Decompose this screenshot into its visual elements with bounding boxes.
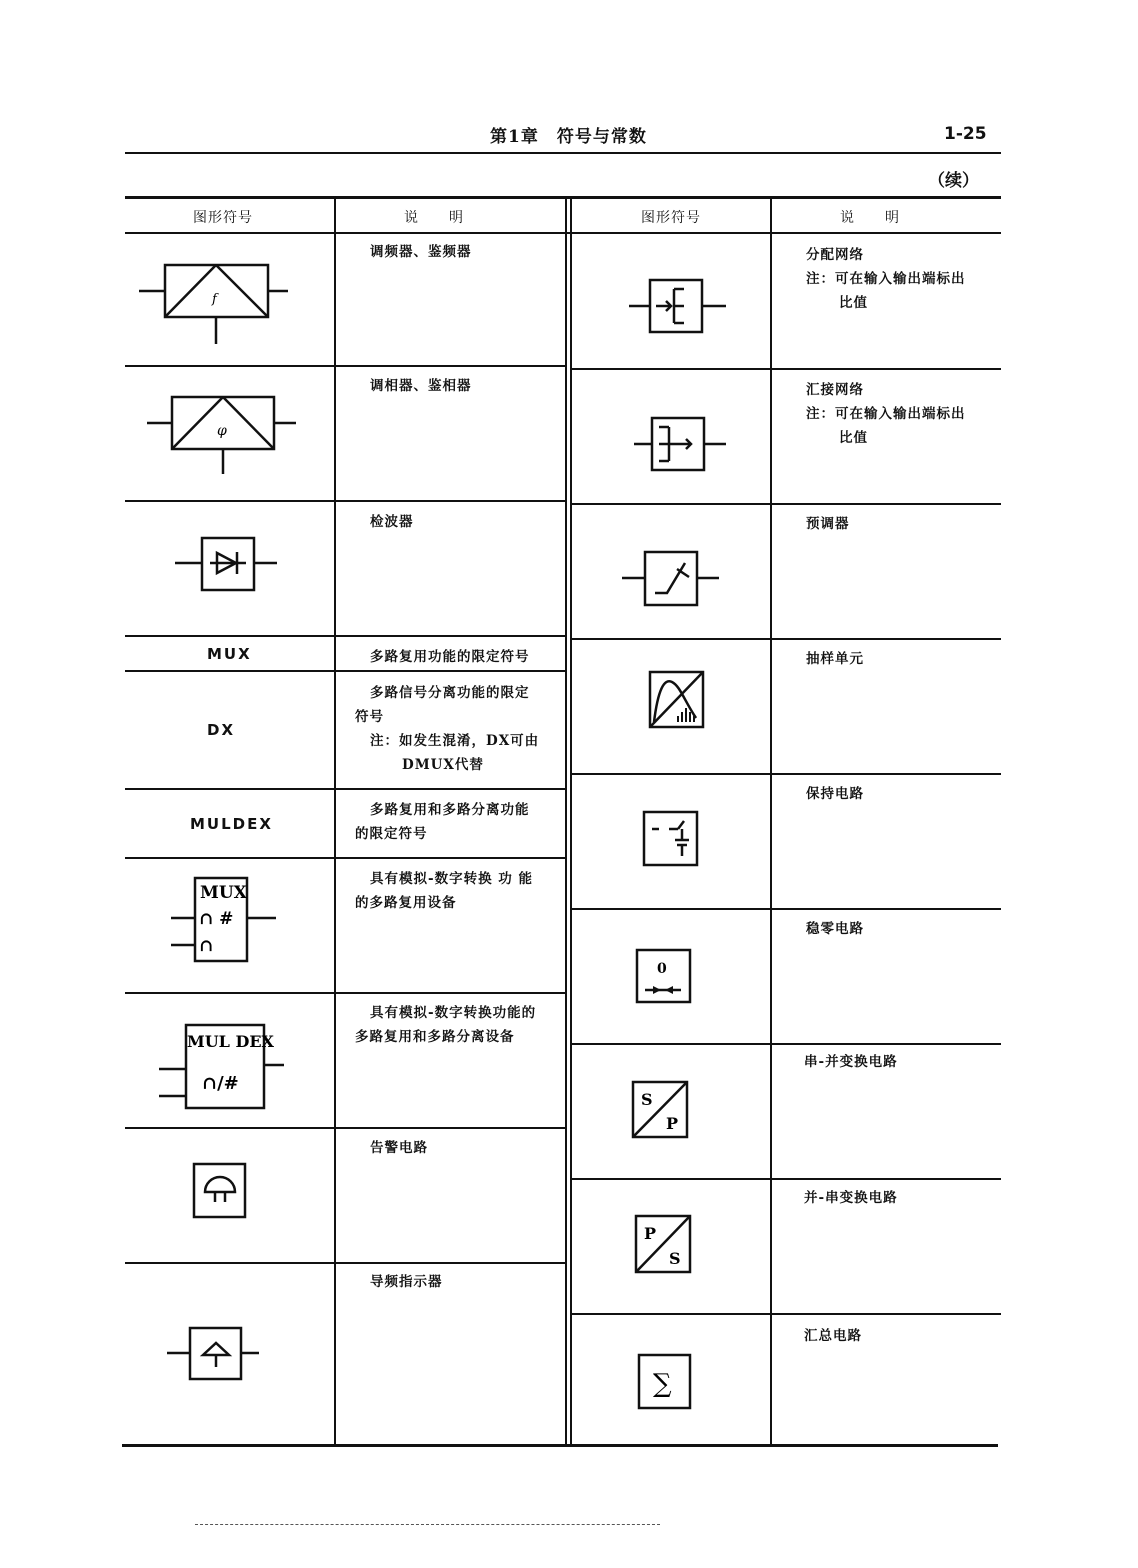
right-row-rule	[570, 638, 1001, 640]
ps-glyph-s: S	[669, 1249, 681, 1268]
sum-glyph: ∑	[653, 1369, 672, 1399]
left-col-divider	[334, 199, 336, 1446]
col-desc-left: 说 明	[404, 210, 464, 226]
parallel-serial-symbol	[634, 1214, 696, 1276]
sampling-unit-symbol	[648, 670, 708, 732]
serial-parallel-symbol	[631, 1080, 693, 1142]
left-row-rule	[125, 365, 567, 367]
ad-mux-glyph-2: ∩	[199, 936, 214, 956]
desc-distribution-network: 分配网络 注：可在输入输出端标出 比值	[806, 247, 966, 311]
right-row-rule	[570, 773, 1001, 775]
col-symbol-right: 图形符号	[641, 210, 701, 226]
sp-glyph-s: S	[641, 1090, 653, 1109]
alarm-circuit-symbol	[192, 1162, 252, 1222]
ad-muldex-symbol	[156, 1022, 291, 1114]
pilot-indicator-symbol	[164, 1325, 264, 1385]
left-row-rule	[125, 1127, 567, 1129]
table-bottom-rule	[122, 1444, 998, 1447]
left-row-rule	[125, 788, 567, 790]
ps-glyph-p: P	[644, 1224, 657, 1243]
right-row-rule	[570, 368, 1001, 370]
header-rule	[125, 152, 1001, 154]
right-row-rule	[570, 503, 1001, 505]
continued-label: （续）	[928, 171, 979, 191]
page-number: 1-25	[944, 124, 987, 144]
desc-zero-stabilizer: 稳零电路	[806, 921, 864, 937]
table-top-rule	[125, 196, 1001, 199]
desc-alarm: 告警电路	[370, 1140, 428, 1156]
ad-mux-label: MUX	[200, 883, 247, 903]
left-row-rule	[125, 992, 567, 994]
bottom-dashed-rule	[195, 1524, 660, 1525]
zero-stabilizer-symbol	[635, 948, 697, 1008]
hold-circuit-symbol	[642, 810, 704, 870]
zero-glyph: 0	[657, 961, 667, 977]
desc-pre-modulator: 预调器	[806, 516, 850, 532]
ad-muldex-label: MUL DEX	[187, 1032, 274, 1051]
pm-modulator-symbol	[144, 392, 304, 482]
col-desc-right: 说 明	[840, 210, 900, 226]
ad-mux-symbol	[168, 875, 288, 970]
ad-muldex-glyph: ∩/#	[202, 1073, 239, 1094]
desc-muldex: 多路复用和多路分离功能 的限定符号	[355, 802, 530, 842]
desc-sampling-unit: 抽样单元	[806, 651, 864, 667]
desc-mux: 多路复用功能的限定符号	[370, 649, 530, 665]
pm-glyph: φ	[217, 423, 227, 439]
sp-glyph-p: P	[666, 1114, 679, 1133]
dx-code: DX	[207, 721, 236, 739]
left-row-rule	[125, 635, 567, 637]
left-row-rule	[125, 1262, 567, 1264]
desc-parallel-serial: 并-串变换电路	[804, 1190, 898, 1206]
col-symbol-left: 图形符号	[193, 210, 253, 226]
desc-ad-muldex: 具有模拟-数字转换功能的 多路复用和多路分离设备	[355, 1005, 537, 1045]
center-divider-2	[570, 199, 572, 1446]
left-row-rule	[125, 500, 567, 502]
fm-glyph: f	[212, 292, 217, 307]
desc-pm: 调相器、鉴相器	[370, 378, 472, 394]
mux-code: MUX	[207, 645, 252, 663]
right-row-rule	[570, 1178, 1001, 1180]
detector-symbol	[172, 535, 282, 595]
distribution-network-symbol	[626, 277, 731, 337]
desc-hold-circuit: 保持电路	[806, 786, 864, 802]
desc-summing-circuit: 汇总电路	[804, 1328, 862, 1344]
summing-circuit-symbol	[637, 1353, 697, 1413]
right-row-rule	[570, 1043, 1001, 1045]
ad-mux-glyph: ∩ #	[199, 909, 234, 929]
desc-detector: 检波器	[370, 514, 414, 530]
left-row-rule	[125, 857, 567, 859]
left-row-rule	[125, 670, 567, 672]
pre-modulator-symbol	[619, 549, 724, 611]
desc-serial-parallel: 串-并变换电路	[804, 1054, 898, 1070]
desc-dx: 多路信号分离功能的限定 符号 注：如发生混淆，DX可由 DMUX代替	[355, 685, 540, 773]
desc-pilot-indicator: 导频指示器	[370, 1274, 443, 1290]
header-row-rule	[125, 232, 1001, 234]
center-divider	[565, 199, 567, 1446]
desc-fm: 调频器、鉴频器	[370, 244, 472, 260]
right-row-rule	[570, 908, 1001, 910]
muldex-code: MULDEX	[190, 815, 273, 833]
fm-modulator-symbol	[136, 260, 296, 350]
combining-network-symbol	[631, 415, 731, 475]
chapter-title: 第1章 符号与常数	[490, 127, 647, 147]
right-row-rule	[570, 1313, 1001, 1315]
desc-ad-mux: 具有模拟-数字转换 功 能 的多路复用设备	[355, 871, 534, 911]
desc-combining-network: 汇接网络 注：可在输入输出端标出 比值	[806, 382, 966, 446]
right-col-divider	[770, 199, 772, 1446]
